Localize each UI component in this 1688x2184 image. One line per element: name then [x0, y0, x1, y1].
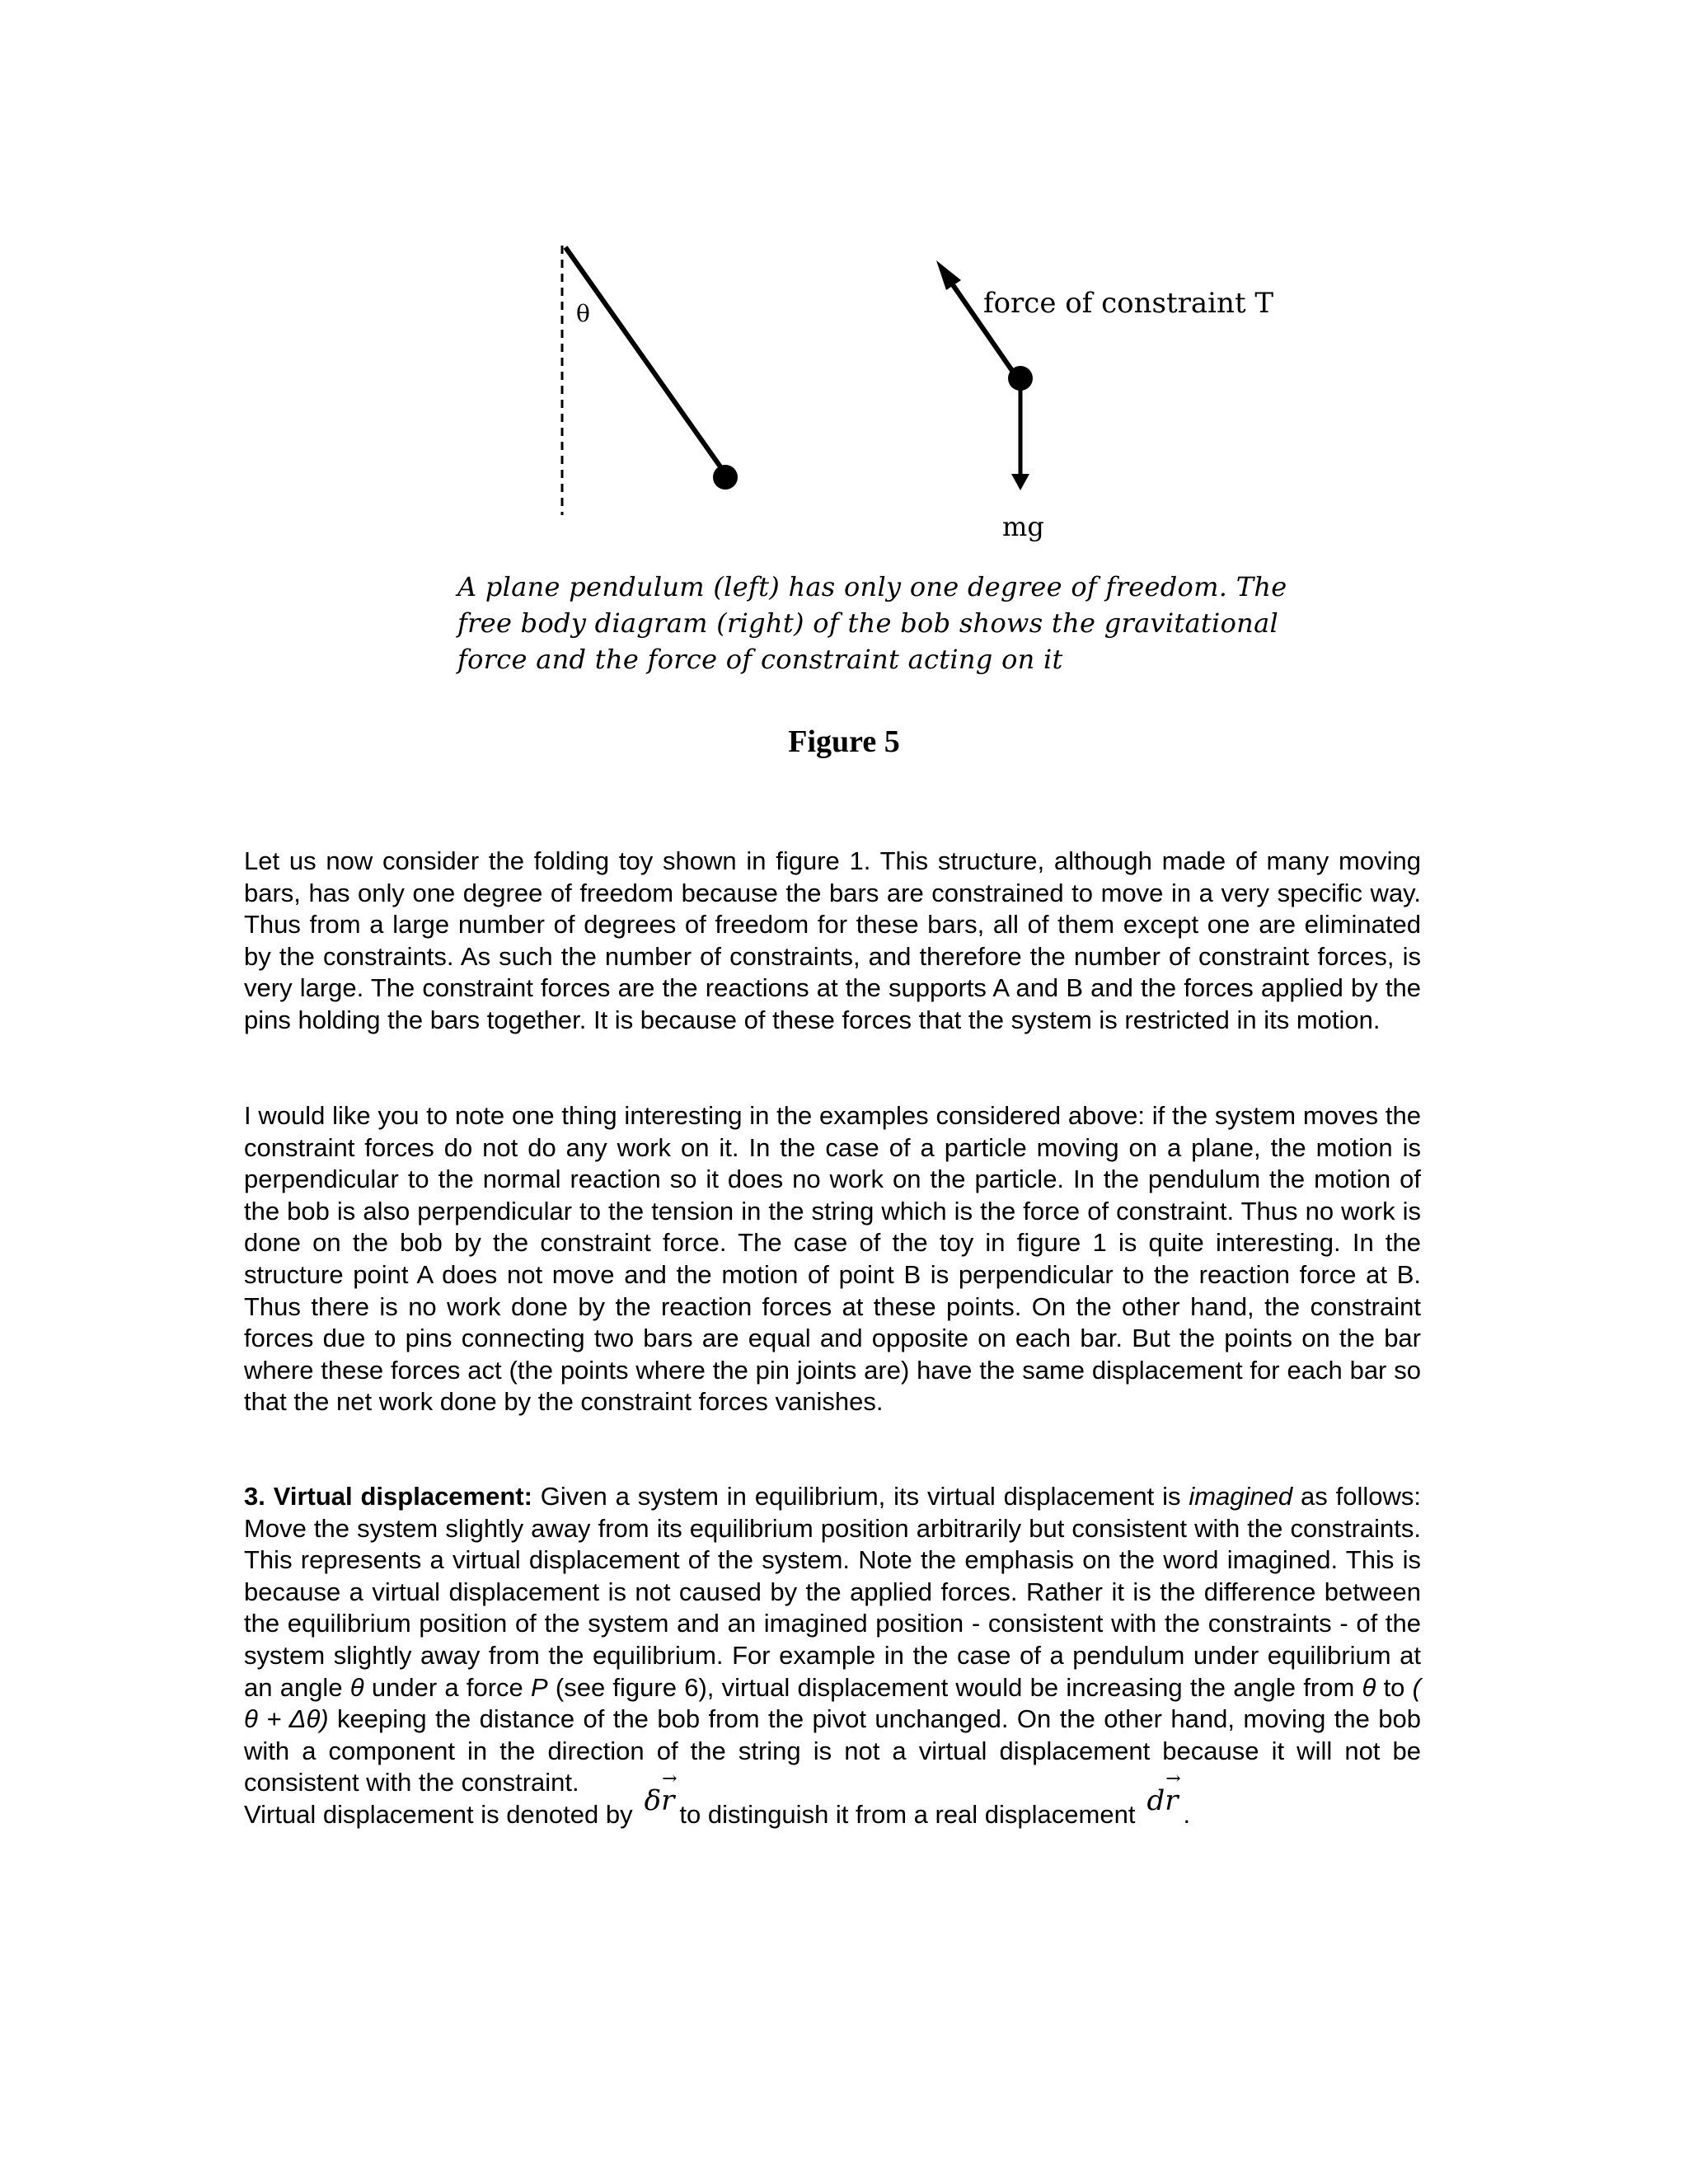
caption-line: A plane pendulum (left) has only one degree of freedom. The [457, 571, 1287, 602]
force-p-symbol: P [530, 1672, 548, 1702]
text-run: keeping the distance of the bob from the pivot unchanged. On the other hand, moving the bob with a component in the direction of the string is not a virtual displacement because it will not be consistent with the constraint. [244, 1704, 1422, 1797]
caption-line: free body diagram (right) of the bob shows the gravitational [457, 607, 1278, 639]
text-run: under a force [363, 1672, 531, 1702]
text-run: to [1376, 1672, 1413, 1702]
constraint-force-label: force of constraint T [983, 287, 1274, 320]
pendulum-string [565, 247, 724, 471]
virtual-displacement-symbol: δr → [645, 1787, 675, 1815]
figure-label: Figure 5 [788, 724, 900, 759]
paragraph-folding-toy: Let us now consider the folding toy shown in figure 1. This structure, although made of many moving bars, has only one degree of freedom because the bars are constrained to move in a very specific way. Thus from a large number of degrees of freedom for these bars, all of them except one are eliminated by the constraints. As such the number of constraints, and therefore the number of constraint forces, is very large. The constraint forces are the reactions at the supports A and B and the forces applied by the pins holding the bars together. It is because of these forces that the system is restricted in its motion. [244, 846, 1421, 1034]
weight-arrowhead [1011, 474, 1029, 490]
weight-label: mg [1002, 511, 1044, 542]
theta-increment: ( θ + Δθ) [244, 1672, 1421, 1734]
text-run: Given a system in equilibrium, its virtual displacement is [532, 1482, 1189, 1511]
theta-label: θ [576, 300, 590, 327]
final-line [244, 1783, 1421, 1831]
text-run: Virtual displacement is denoted by [244, 1799, 633, 1829]
text-run: . [1183, 1799, 1191, 1829]
pendulum-bob [713, 465, 738, 490]
paragraph-constraint-work: I would like you to note one thing interesting in the examples considered above: if the system moves the constraint forces do not do any work on it. In the case of a particle moving on a plane, the motion is perpendicular to the normal reaction so it does no work on the particle. In the pendulum the motion of the bob is also perpendicular to the tension in the string which is the force of constraint. Thus no work is done on the bob by the constraint force. The case of the toy in figure 1 is quite interesting. In the structure point A does not move and the motion of point B is perpendicular to the reaction force at B. Thus there is no work done by the reaction forces at these points. On the other hand, the constraint forces due to pins connecting two bars are equal and opposite on each bar. But the points on the bar where these forces act (the points where the pin joints are) have the same displacement for each bar so that the net work done by the constraint forces vanishes. [244, 1101, 1421, 1417]
text-run: as follows: Move the system slightly away from its equilibrium position arbitrarily but consistent with the constraints. This represents a virtual displacement of the system. Note the emphasis on the word imagined. This is because a virtual displacement is not caused by the applied forces. Rather it is the difference between the equilibrium position of the system and an imagined position - consistent with the constraints - of the system slightly away from the equilibrium. For example in the case of a pendulum under equilibrium at an angle [244, 1482, 1421, 1702]
text-run: (see figure 6), virtual displacement would be increasing the angle from [547, 1672, 1362, 1702]
section-heading: 3. Virtual displacement: [244, 1482, 532, 1511]
caption-line: force and the force of constraint acting on it [457, 644, 1063, 675]
emphasis-imagined: imagined [1189, 1482, 1293, 1511]
theta-symbol: θ [1362, 1672, 1376, 1702]
text-run: to distinguish it from a real displacement [679, 1799, 1136, 1829]
constraint-arrowhead [936, 260, 961, 290]
figure-caption [457, 569, 1315, 677]
theta-symbol: θ [349, 1672, 364, 1702]
real-displacement-symbol: dr → [1146, 1787, 1178, 1815]
fbd-bob [1008, 366, 1033, 391]
paragraph-virtual-displacement [244, 1481, 1421, 1831]
